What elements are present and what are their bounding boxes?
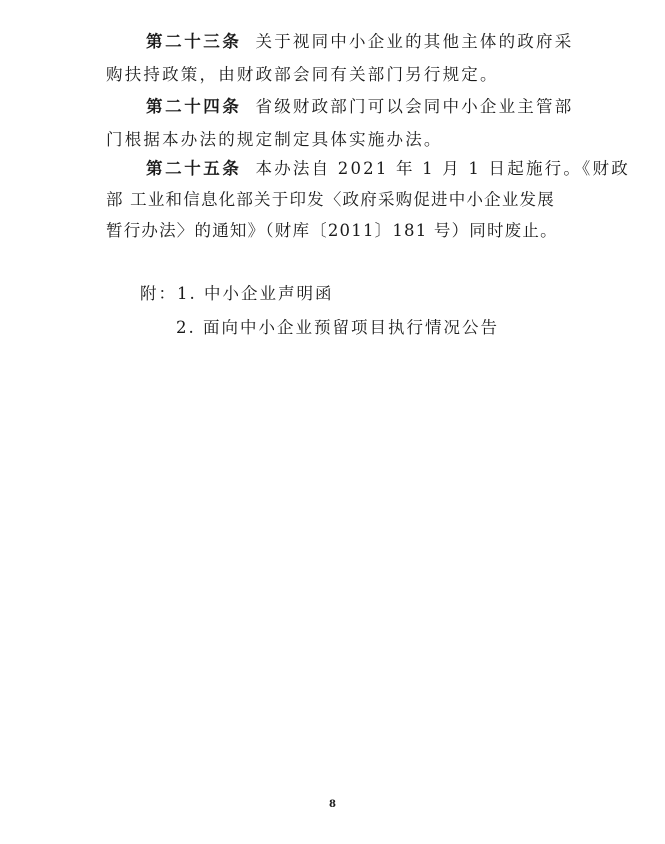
article-24-text-1: 省级财政部门可以会同中小企业主管部 [255, 97, 574, 116]
article-25-line-2: 部 工业和信息化部关于印发〈政府采购促进中小企业发展 [106, 190, 555, 209]
article-25-heading: 第二十五条 [146, 159, 242, 178]
article-25-line-3: 暂行办法〉的通知》（财库〔2011〕181 号）同时废止。 [106, 221, 558, 240]
article-23-text-1: 关于视同中小企业的其他主体的政府采 [255, 32, 574, 51]
article-24-line-2: 门根据本办法的规定制定具体实施办法。 [106, 130, 443, 149]
attachment-item-2: 2. 面向中小企业预留项目执行情况公告 [176, 318, 499, 337]
attachment-item-1: 1. 中小企业声明函 [177, 284, 334, 303]
attachment-prefix: 附： [140, 284, 177, 303]
article-24-heading: 第二十四条 [146, 97, 242, 116]
article-24-line-1 [146, 97, 574, 117]
article-23-heading: 第二十三条 [146, 32, 242, 51]
article-23-line-2: 购扶持政策，由财政部会同有关部门另行规定。 [106, 65, 499, 84]
article-25-line-1 [146, 159, 630, 179]
article-25-text-1: 本办法自 2021 年 1 月 1 日起施行。《财政 [255, 159, 630, 178]
attachment-line-1 [140, 284, 334, 304]
page-number: 8 [329, 799, 336, 810]
article-23-line-1 [146, 32, 574, 52]
